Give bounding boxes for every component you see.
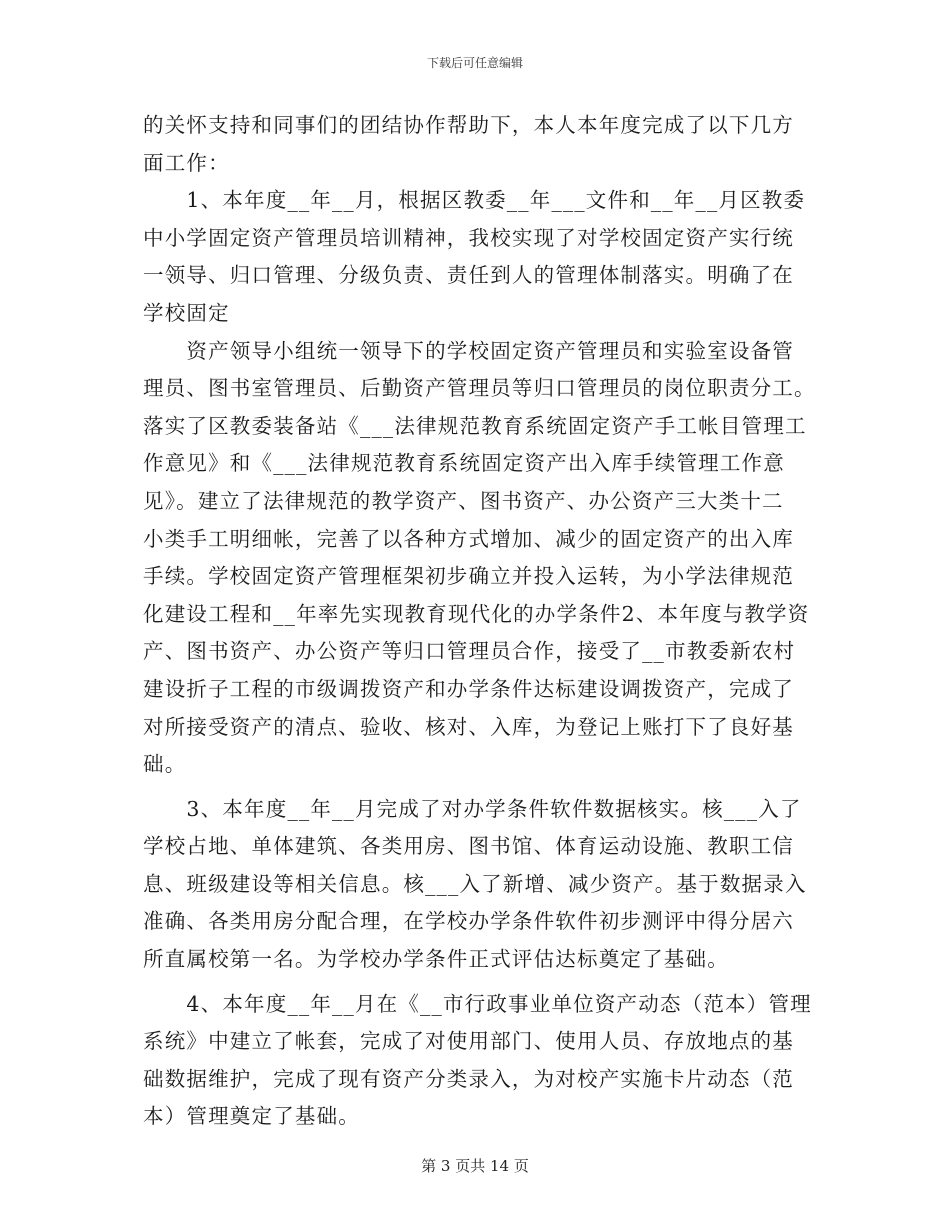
paragraph-gap (143, 979, 823, 986)
text-line: 1、本年度__年__月，根据区教委__年___文件和__年__月区教委 (143, 188, 806, 213)
text-line: 学校固定 (143, 300, 230, 325)
text-line: 学校占地、单体建筑、各类用房、图书馆、体育运动设施、教职工信 (143, 834, 794, 859)
text-line: 资产领导小组统一领导下的学校固定资产管理员和实验室设备管 (143, 338, 794, 363)
text-line: 中小学固定资产管理员培训精神，我校实现了对学校固定资产实行统 (143, 225, 794, 250)
page-header: 下载后可任意编辑 (426, 56, 523, 70)
text-line: 对所接受资产的清点、验收、核对、入库，为登记上账打下了良好基 (143, 714, 794, 739)
text-line: 理员、图书室管理员、后勤资产管理员等归口管理员的岗位职责分工。 (143, 376, 816, 401)
text-line: 本）管理奠定了基础。 (143, 1104, 360, 1129)
paragraph (143, 182, 823, 332)
paragraph (143, 791, 823, 979)
paragraph (143, 107, 823, 182)
text-line: 础。 (143, 752, 187, 777)
text-line: 面工作： (143, 150, 230, 175)
text-line: 见》。建立了法律规范的教学资产、图书资产、办公资产三大类十二 (143, 488, 784, 513)
text-line: 3、本年度__年__月完成了对办学条件软件数据核实。核___入了 (143, 796, 802, 821)
text-line: 落实了区教委装备站《___法律规范教育系统固定资产手工帐目管理工 (143, 413, 807, 438)
text-line: 准确、各类用房分配合理，在学校办学条件软件初步测评中得分居六 (143, 909, 794, 934)
text-line: 4、本年度__年__月在《__市行政事业单位资产动态（范本）管理 (143, 991, 812, 1016)
paragraph (143, 986, 823, 1136)
page-number-footer: 第 3 页共 14 页 (421, 1157, 529, 1175)
text-line: 系统》中建立了帐套，完成了对使用部门、使用人员、存放地点的基 (143, 1029, 794, 1054)
text-line: 一领导、归口管理、分级负责、责任到人的管理体制落实。明确了在 (143, 263, 794, 288)
text-line: 作意见》和《___法律规范教育系统固定资产出入库手续管理工作意 (143, 451, 785, 476)
text-line: 产、图书资产、办公资产等归口管理员合作，接受了__市教委新农村 (143, 639, 796, 664)
paragraph (143, 333, 823, 784)
text-line: 息、班级建设等相关信息。核___入了新增、减少资产。基于数据录入 (143, 871, 807, 896)
text-line: 手续。学校固定资产管理框架初步确立并投入运转，为小学法律规范 (143, 564, 794, 589)
text-line: 础数据维护，完成了现有资产分类录入，为对校产实施卡片动态（范 (143, 1066, 794, 1091)
document-body (143, 107, 823, 1136)
text-line: 的关怀支持和同事们的团结协作帮助下，本人本年度完成了以下几方 (143, 113, 794, 137)
text-line: 化建设工程和__年率先实现教育现代化的办学条件2、本年度与教学资 (143, 601, 810, 626)
text-line: 建设折子工程的市级调拨资产和办学条件达标建设调拨资产，完成了 (143, 676, 794, 701)
text-line: 所直属校第一名。为学校办学条件正式评估达标奠定了基础。 (143, 947, 729, 972)
paragraph-gap (143, 784, 823, 791)
text-line: 小类手工明细帐，完善了以各种方式增加、减少的固定资产的出入库 (143, 526, 794, 551)
